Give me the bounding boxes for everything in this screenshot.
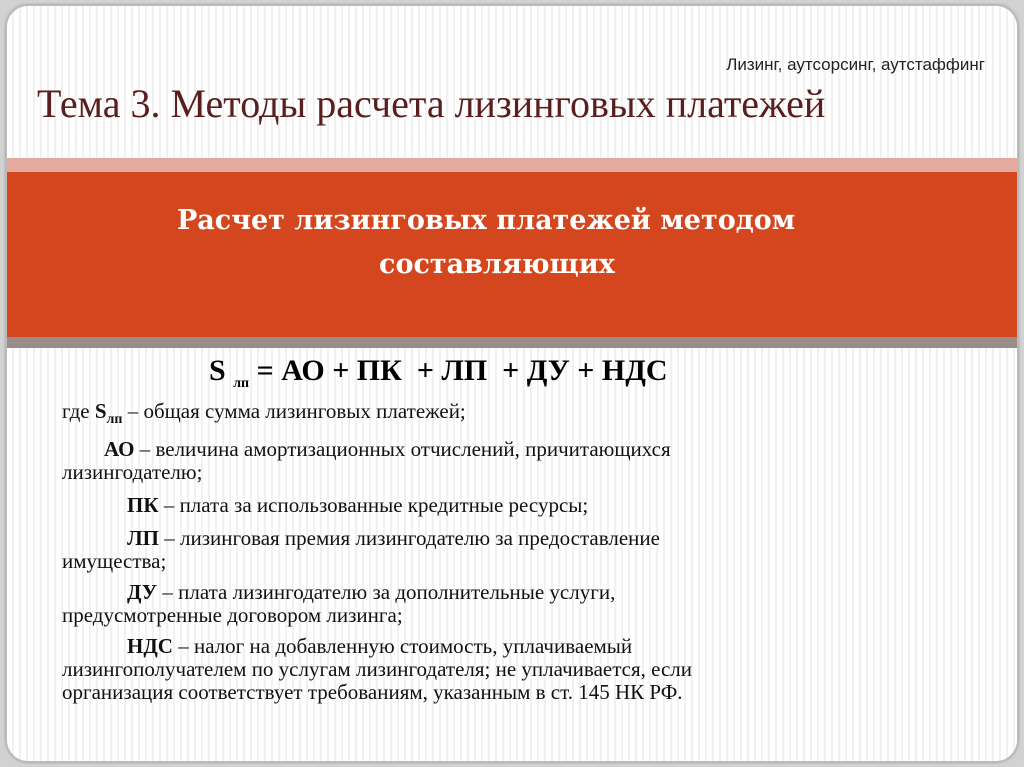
definition-continuation: лизингодателю;: [62, 460, 203, 485]
banner-line-2: составляющих: [379, 249, 615, 280]
definition-term: ЛП: [127, 526, 159, 551]
decorative-stripe-top: [7, 158, 1017, 172]
definition-item: [62, 400, 972, 431]
definition-continuation: имущества;: [62, 549, 167, 574]
definition-continuation: организация соответствует требованиям, указанным в ст. 145 НК РФ.: [62, 680, 683, 705]
definition-text: – величина амортизационных отчислений, причитающихся: [134, 437, 671, 462]
definition-item: [62, 581, 972, 627]
definition-item: [62, 527, 972, 573]
definition-term: ДУ: [127, 580, 158, 605]
definition-text: – лизинговая премия лизингодателю за предоставление: [158, 526, 660, 551]
formula: [209, 354, 668, 392]
slide: [6, 5, 1018, 762]
definition-continuation: лизингополучателем по услугам лизингодателя; не уплачивается, если: [62, 657, 692, 682]
definition-term: ПК: [127, 493, 159, 518]
decorative-stripe-bottom: [7, 337, 1017, 348]
definition-term: АО: [104, 437, 135, 462]
course-subtitle: Лизинг, аутсорсинг, аутстаффинг: [726, 55, 985, 74]
definition-term: НДС: [127, 634, 173, 659]
definition-text: – налог на добавленную стоимость, уплачиваемый: [172, 634, 633, 659]
definition-item: [62, 438, 972, 484]
definition-prefix: где: [62, 399, 95, 423]
definition-text: – плата за использованные кредитные ресурсы;: [158, 493, 589, 518]
banner-line-1: Расчет лизинговых платежей методом: [177, 205, 796, 236]
section-banner: [7, 172, 1017, 337]
definition-item: [62, 635, 972, 704]
definition-text: – общая сумма лизинговых платежей;: [122, 399, 466, 423]
definition-continuation: предусмотренные договором лизинга;: [62, 603, 403, 628]
formula-subscript: лп: [233, 376, 250, 391]
formula-symbol: S: [209, 354, 226, 387]
definition-item: [62, 494, 972, 517]
slide-title: Тема 3. Методы расчета лизинговых платежей: [37, 81, 826, 126]
definition-subscript: лп: [106, 412, 123, 428]
definition-text: – плата лизингодателю за дополнительные услуги,: [157, 580, 616, 605]
definitions-list: [62, 400, 972, 711]
formula-rhs: = АО + ПК + ЛП + ДУ + НДС: [256, 354, 668, 387]
definition-term: S: [94, 399, 107, 423]
